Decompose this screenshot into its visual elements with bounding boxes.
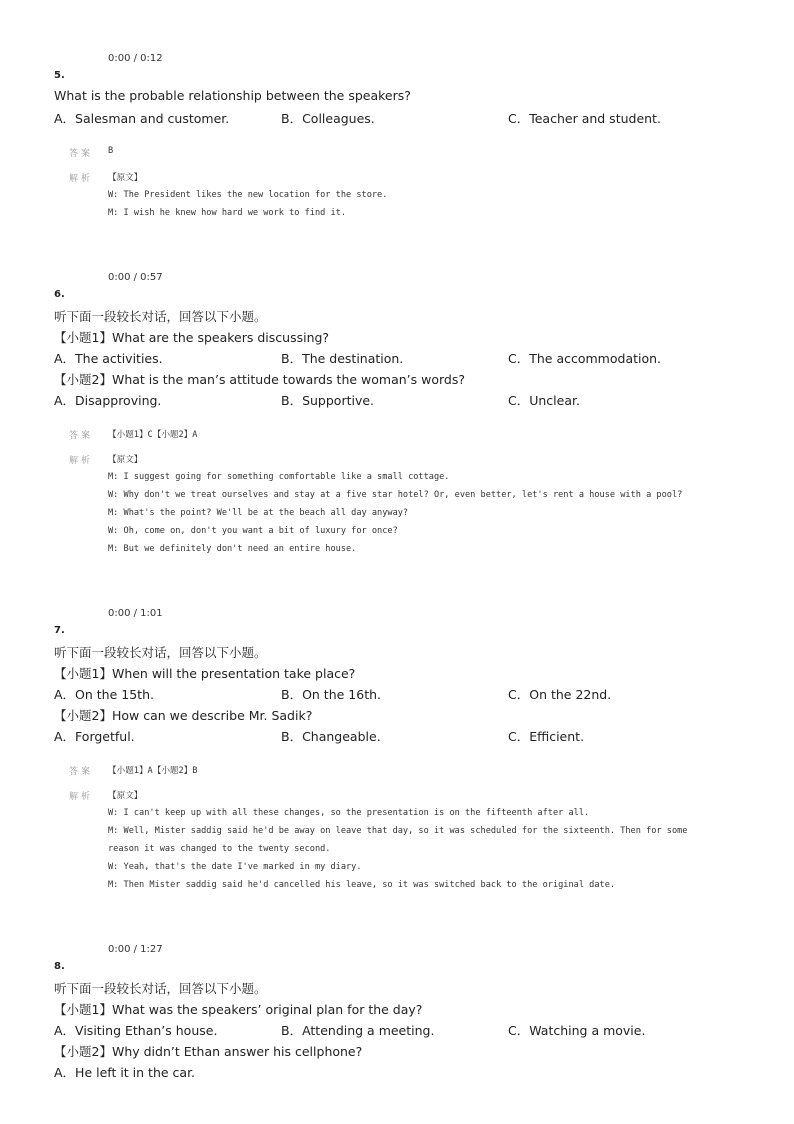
sub-question-1: 【小题1】What was the speakers’ original plan for the day? [54, 1002, 423, 1017]
sub-question-2: 【小题2】How can we describe Mr. Sadik? [54, 708, 313, 723]
audio-time[interactable]: 0:00 / 0:12 [108, 53, 163, 64]
answer-label: 答案 [69, 767, 94, 777]
sub-question-1: 【小题1】What are the speakers discussing? [54, 330, 330, 345]
transcript-line: M: I wish he knew how hard we work to find it. [108, 208, 346, 218]
option-b: B．Colleagues. [281, 111, 375, 126]
question-number: 5. [54, 70, 65, 81]
answer-label: 答案 [69, 149, 94, 159]
transcript-line: M: Then Mister saddig said he'd cancelled his leave, so it was switched back to the original date. [108, 880, 616, 890]
transcript-line: M: But we definitely don't need an entire house. [108, 544, 357, 554]
question-number: 6. [54, 289, 65, 300]
question-number: 7. [54, 625, 65, 636]
transcript-line: W: The President likes the new location for the store. [108, 190, 388, 200]
analysis-label: 解析 [69, 456, 94, 466]
analysis-label: 解析 [69, 174, 94, 184]
option-a: A．Forgetful. [54, 729, 135, 744]
option-a: A．Salesman and customer. [54, 111, 230, 126]
transcript-line: W: Why don't we treat ourselves and stay at a five star hotel? Or, even better, let's rent a house with a pool? [108, 490, 683, 500]
source-title: 【原文】 [108, 791, 143, 801]
answer-value: 【小题1】C【小题2】A [108, 430, 198, 440]
option-c: C．On the 22nd. [508, 687, 612, 702]
analysis-label: 解析 [69, 792, 94, 802]
option-a: A．He left it in the car. [54, 1065, 196, 1080]
audio-time[interactable]: 0:00 / 0:57 [108, 272, 163, 283]
option-b: B．On the 16th. [281, 687, 382, 702]
source-title: 【原文】 [108, 455, 143, 465]
answer-value: 【小题1】A【小题2】B [108, 766, 198, 776]
question-prompt: What is the probable relationship between the speakers? [54, 88, 411, 103]
answer-value: B [108, 146, 114, 156]
sub-question-2: 【小题2】Why didn’t Ethan answer his cellphone? [54, 1044, 363, 1059]
option-b: B．Supportive. [281, 393, 375, 408]
transcript-line: M: What's the point? We'll be at the beach all day anyway? [108, 508, 409, 518]
option-c: C．Efficient. [508, 729, 585, 744]
option-b: B．Attending a meeting. [281, 1023, 435, 1038]
option-a: A．Visiting Ethan’s house. [54, 1023, 218, 1038]
option-b: B．The destination. [281, 351, 404, 366]
option-c: C．Watching a movie. [508, 1023, 646, 1038]
transcript-line: W: I can't keep up with all these changes, so the presentation is on the fifteenth after all. [108, 808, 590, 818]
option-a: A．Disapproving. [54, 393, 162, 408]
option-c: C．Unclear. [508, 393, 580, 408]
transcript-line: W: Oh, come on, don't you want a bit of luxury for once? [108, 526, 398, 536]
question-number: 8. [54, 961, 65, 972]
option-a: A．The activities. [54, 351, 163, 366]
question-intro: 听下面一段较长对话，回答以下小题。 [54, 645, 267, 660]
transcript-line: W: Yeah, that's the date I've marked in my diary. [108, 862, 362, 872]
question-intro: 听下面一段较长对话，回答以下小题。 [54, 981, 267, 996]
transcript-line: M: Well, Mister saddig said he'd be away on leave that day, so it was scheduled for the sixteenth. Then for some [108, 826, 688, 836]
option-c: C．The accommodation. [508, 351, 662, 366]
option-b: B．Changeable. [281, 729, 381, 744]
option-a: A．On the 15th. [54, 687, 154, 702]
question-intro: 听下面一段较长对话，回答以下小题。 [54, 309, 267, 324]
answer-label: 答案 [69, 431, 94, 441]
source-title: 【原文】 [108, 173, 143, 183]
transcript-line: M: I suggest going for something comfortable like a small cottage. [108, 472, 450, 482]
option-c: C．Teacher and student. [508, 111, 661, 126]
sub-question-2: 【小题2】What is the man’s attitude towards the woman’s words? [54, 372, 466, 387]
sub-question-1: 【小题1】When will the presentation take place? [54, 666, 356, 681]
transcript-line: reason it was changed to the twenty second. [108, 844, 331, 854]
audio-time[interactable]: 0:00 / 1:27 [108, 944, 163, 955]
audio-time[interactable]: 0:00 / 1:01 [108, 608, 163, 619]
